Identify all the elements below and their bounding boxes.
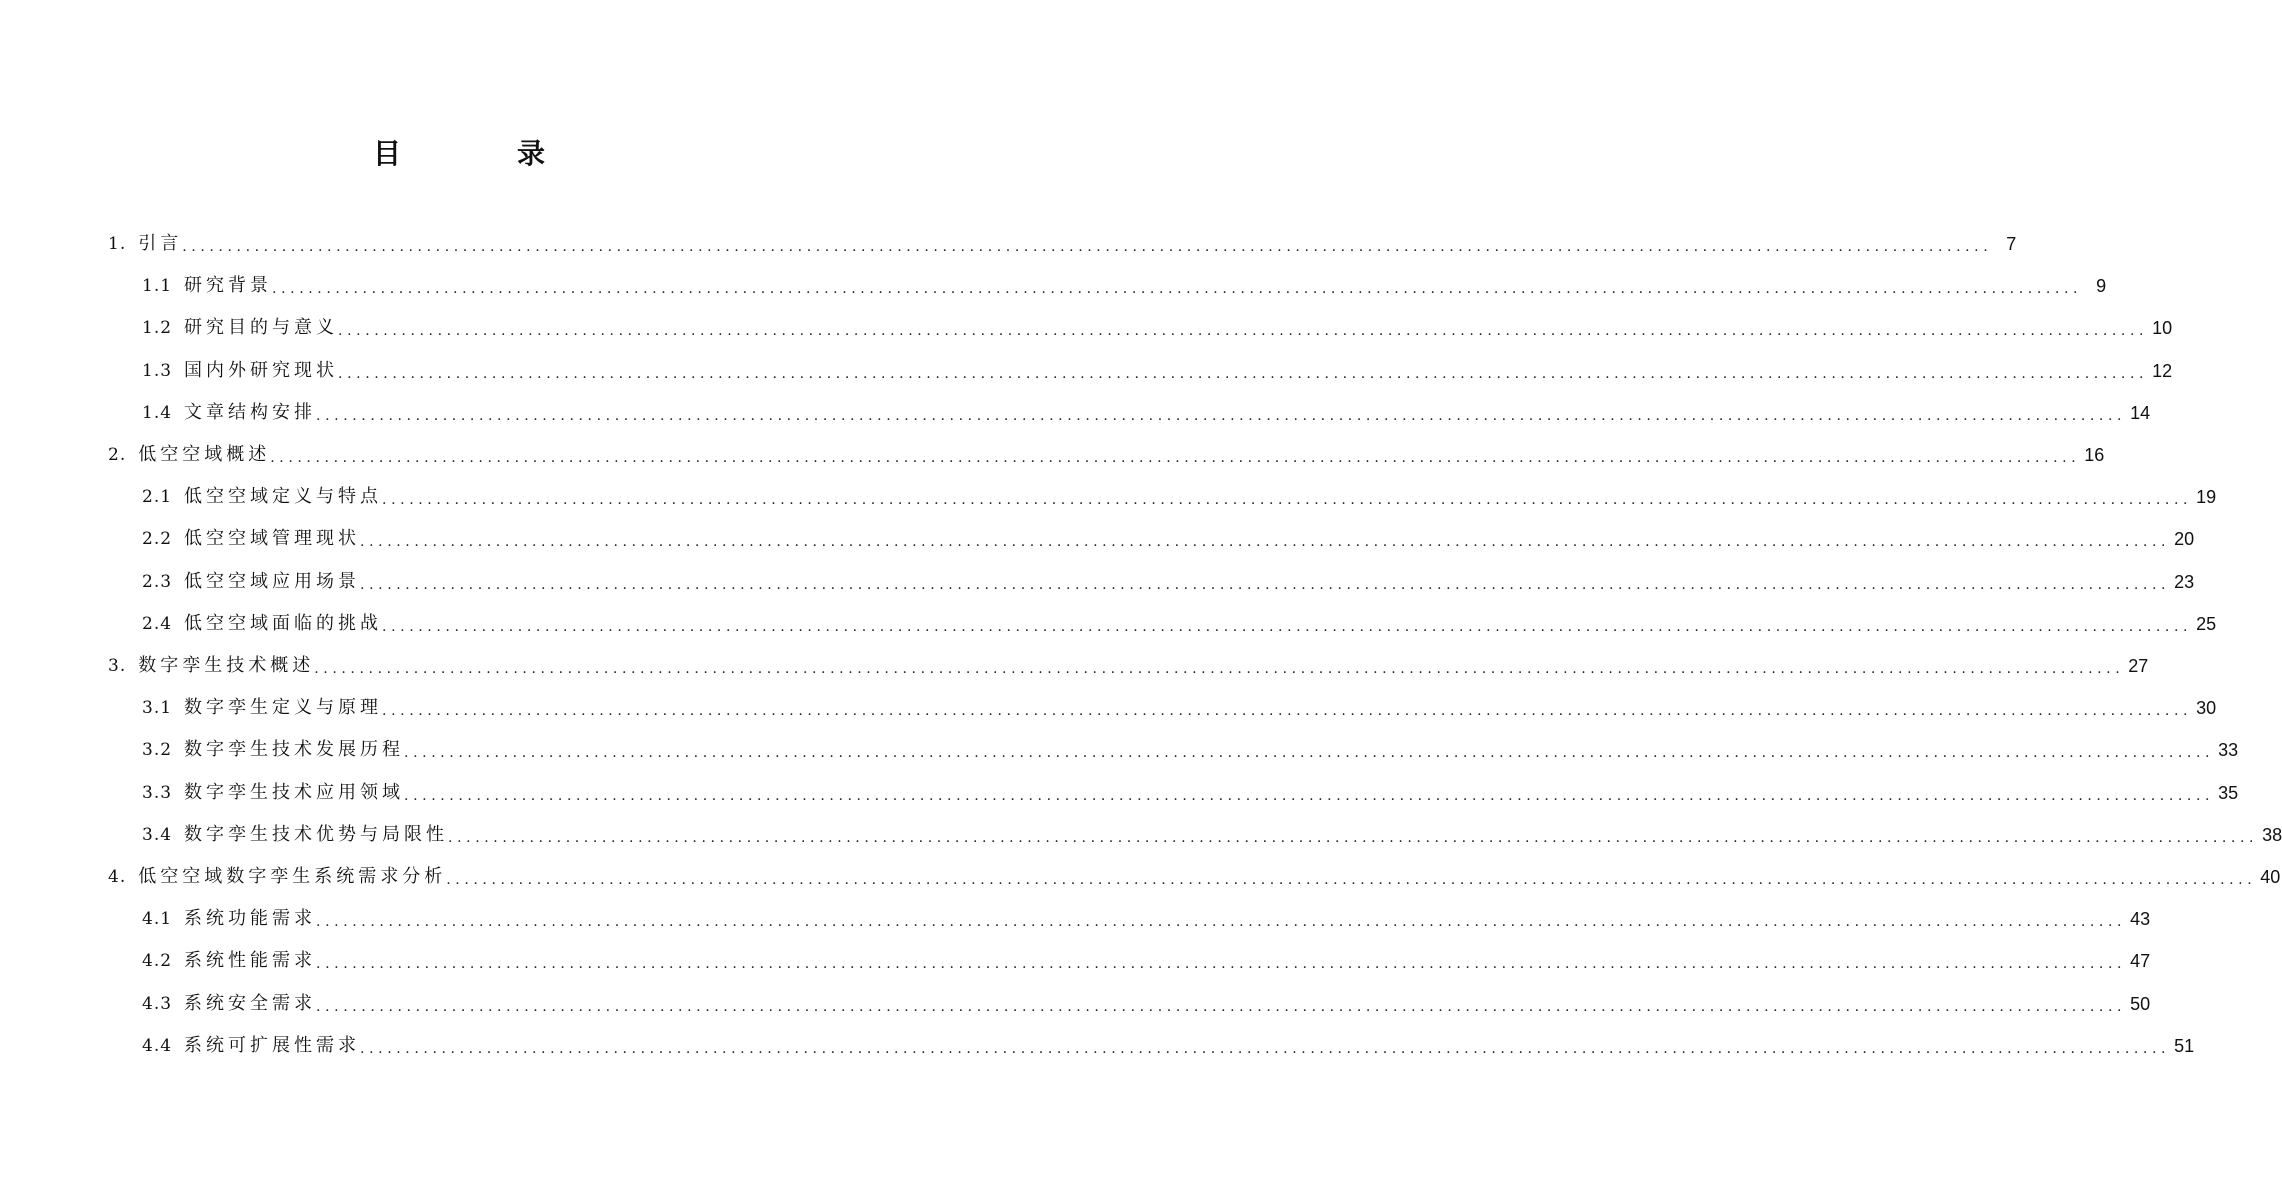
toc-entry-page: 35 bbox=[2218, 782, 2239, 803]
toc-entry-page: 9 bbox=[2096, 276, 2107, 297]
toc-entry-label: 数字孪生技术应用领域 bbox=[184, 781, 405, 803]
toc-entry-page: 20 bbox=[2174, 529, 2195, 550]
toc-entry-page: 30 bbox=[2196, 698, 2217, 719]
toc-leader-dots: ........................................................................................................................................................................................................ bbox=[382, 703, 2193, 720]
toc-entry-number: 4. bbox=[108, 867, 127, 887]
toc-entry-page: 10 bbox=[2152, 318, 2173, 339]
toc-entry-number: 3. bbox=[108, 656, 127, 676]
toc-entry-number: 4.3 bbox=[142, 993, 173, 1014]
toc-entry[interactable] bbox=[142, 983, 2151, 1025]
toc-entry[interactable] bbox=[142, 350, 2173, 392]
toc-entry-number: 1. bbox=[108, 234, 127, 254]
toc-entry-page: 33 bbox=[2218, 740, 2239, 761]
toc-entry-number: 2. bbox=[108, 445, 127, 465]
toc-entry[interactable] bbox=[142, 772, 2239, 814]
toc-leader-dots: ........................................................................................................................................................................................................ bbox=[270, 450, 2081, 466]
toc-entry-label: 数字孪生定义与原理 bbox=[184, 697, 383, 719]
toc-entry[interactable] bbox=[142, 476, 2217, 518]
toc-entry-number: 4.2 bbox=[142, 951, 173, 972]
toc-entry-number: 2.2 bbox=[142, 529, 173, 550]
toc-leader-dots: ........................................................................................................................................................................................................ bbox=[404, 787, 2215, 804]
toc-title: 目 录 bbox=[372, 137, 589, 170]
toc-entry-page: 51 bbox=[2174, 1035, 2195, 1056]
toc-entry-number: 2.3 bbox=[142, 571, 173, 592]
toc-entry-number: 3.2 bbox=[142, 740, 173, 761]
toc-entry-label: 研究背景 bbox=[184, 275, 273, 297]
toc-entry-label: 低空空域面临的挑战 bbox=[184, 612, 383, 634]
toc-entry-page: 19 bbox=[2196, 487, 2217, 508]
toc-entry[interactable] bbox=[108, 856, 2281, 898]
toc-entry[interactable] bbox=[142, 307, 2173, 349]
toc-entry-number: 3.3 bbox=[142, 782, 173, 803]
toc-entry-page: 12 bbox=[2152, 360, 2173, 381]
toc-entry-page: 40 bbox=[2260, 867, 2281, 887]
toc-leader-dots: ........................................................................................................................................................................................................ bbox=[360, 534, 2171, 551]
toc-entry-number: 4.4 bbox=[142, 1035, 173, 1056]
toc-entry[interactable] bbox=[142, 729, 2239, 771]
toc-entry-label: 低空空域数字孪生系统需求分析 bbox=[138, 866, 447, 887]
toc-entry[interactable] bbox=[142, 561, 2195, 603]
toc-leader-dots: ........................................................................................................................................................................................................ bbox=[448, 829, 2259, 846]
toc-entry[interactable] bbox=[142, 940, 2151, 982]
toc-entry-label: 国内外研究现状 bbox=[184, 359, 339, 381]
toc-entry-number: 1.1 bbox=[142, 276, 173, 297]
toc-entry-page: 14 bbox=[2130, 402, 2151, 423]
toc-leader-dots: ........................................................................................................................................................................................................ bbox=[316, 998, 2127, 1015]
toc-entry[interactable] bbox=[142, 603, 2217, 645]
toc-entry[interactable] bbox=[108, 434, 2105, 476]
toc-leader-dots: ........................................................................................................................................................................................................ bbox=[360, 576, 2171, 593]
toc-entry[interactable] bbox=[108, 223, 2017, 265]
toc-entry-label: 数字孪生技术发展历程 bbox=[184, 739, 405, 761]
toc-leader-dots: ........................................................................................................................................................................................................ bbox=[316, 914, 2127, 931]
toc-leader-dots: ........................................................................................................................................................................................................ bbox=[272, 281, 2083, 298]
toc-entry[interactable] bbox=[142, 518, 2195, 560]
toc-entry-number: 3.4 bbox=[142, 824, 173, 845]
toc-entry[interactable] bbox=[142, 1025, 2195, 1067]
toc-entry-page: 27 bbox=[2128, 656, 2149, 676]
toc-entry[interactable] bbox=[108, 645, 2149, 687]
toc-entry-label: 低空空域概述 bbox=[138, 444, 271, 465]
toc-entry-page: 25 bbox=[2196, 613, 2217, 634]
toc-entry-label: 文章结构安排 bbox=[184, 401, 317, 423]
toc-leader-dots: ........................................................................................................................................................................................................ bbox=[382, 618, 2193, 635]
toc-entry-label: 低空空域管理现状 bbox=[184, 528, 361, 550]
toc-entry-page: 47 bbox=[2130, 951, 2151, 972]
toc-entry-page: 16 bbox=[2084, 445, 2105, 465]
toc-entry-number: 2.4 bbox=[142, 613, 173, 634]
toc-entry-number: 1.2 bbox=[142, 318, 173, 339]
toc-entry-number: 3.1 bbox=[142, 698, 173, 719]
toc-entry[interactable] bbox=[142, 265, 2107, 307]
toc-entry-page: 23 bbox=[2174, 571, 2195, 592]
toc-entry-label: 研究目的与意义 bbox=[184, 317, 339, 339]
toc-entry-page: 43 bbox=[2130, 909, 2151, 930]
toc-entry-label: 系统安全需求 bbox=[184, 992, 317, 1014]
toc-entry-label: 低空空域应用场景 bbox=[184, 570, 361, 592]
toc-entry-number: 2.1 bbox=[142, 487, 173, 508]
toc-entry-label: 低空空域定义与特点 bbox=[184, 486, 383, 508]
toc-entry-page: 50 bbox=[2130, 993, 2151, 1014]
toc-entry-page: 7 bbox=[2006, 234, 2017, 254]
toc-leader-dots: ........................................................................................................................................................................................................ bbox=[382, 492, 2193, 509]
toc-leader-dots: ........................................................................................................................................................................................................ bbox=[338, 365, 2149, 382]
toc-leader-dots: ........................................................................................................................................................................................................ bbox=[404, 745, 2215, 762]
toc-entry-label: 引言 bbox=[138, 233, 183, 254]
toc-leader-dots: ........................................................................................................................................................................................................ bbox=[316, 407, 2127, 424]
toc-leader-dots: ........................................................................................................................................................................................................ bbox=[182, 239, 1993, 255]
toc-entry-label: 系统可扩展性需求 bbox=[184, 1034, 361, 1056]
toc-leader-dots: ........................................................................................................................................................................................................ bbox=[360, 1040, 2171, 1057]
toc-entry-number: 1.3 bbox=[142, 360, 173, 381]
toc-entry-label: 数字孪生技术优势与局限性 bbox=[184, 823, 449, 845]
toc-entry-number: 1.4 bbox=[142, 402, 173, 423]
toc-entry[interactable] bbox=[142, 814, 2282, 856]
toc-leader-dots: ........................................................................................................................................................................................................ bbox=[338, 323, 2149, 340]
toc-entry-number: 4.1 bbox=[142, 909, 173, 930]
toc-leader-dots: ........................................................................................................................................................................................................ bbox=[446, 872, 2257, 888]
toc-entry[interactable] bbox=[142, 687, 2217, 729]
toc-leader-dots: ........................................................................................................................................................................................................ bbox=[314, 661, 2125, 677]
toc-entry[interactable] bbox=[142, 898, 2151, 940]
toc-entry[interactable] bbox=[142, 392, 2151, 434]
toc-entry-label: 数字孪生技术概述 bbox=[138, 655, 315, 676]
toc-entry-label: 系统性能需求 bbox=[184, 950, 317, 972]
toc-entry-label: 系统功能需求 bbox=[184, 908, 317, 930]
toc-entry-page: 38 bbox=[2262, 824, 2282, 845]
toc-leader-dots: ........................................................................................................................................................................................................ bbox=[316, 956, 2127, 973]
